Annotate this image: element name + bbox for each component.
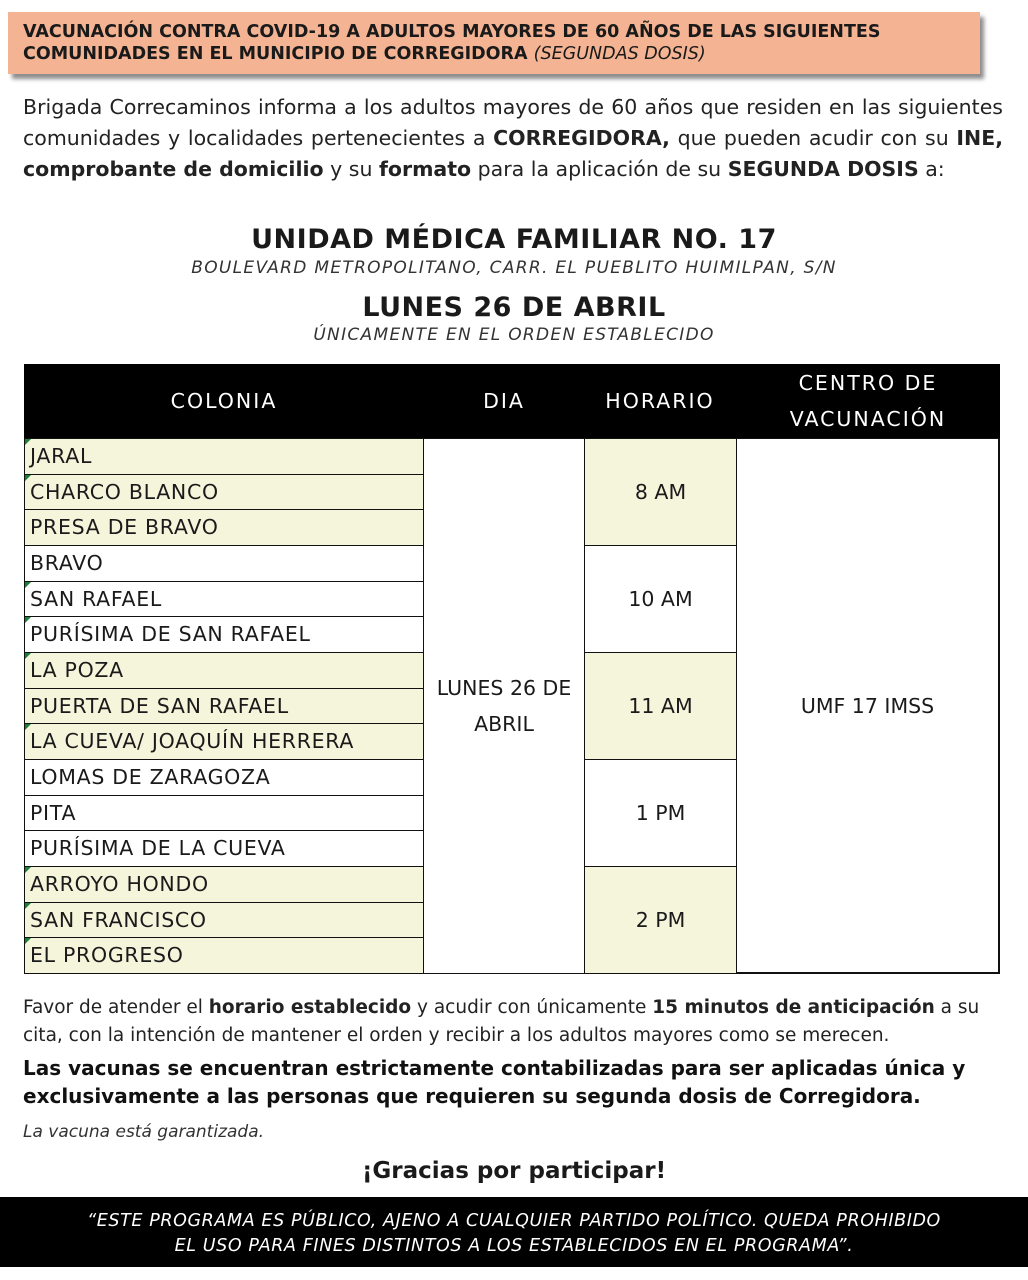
intro-text: para la aplicación de su [471, 157, 728, 181]
colonia-row [24, 509, 424, 546]
dia-text: LUNES 26 DE ABRIL [436, 676, 572, 737]
colonia-name: LA CUEVA/ JOAQUÍN HERRERA [30, 729, 355, 754]
colonia-row [24, 759, 424, 796]
table-header [24, 364, 1000, 438]
centro-cell [736, 438, 1000, 974]
colonia-row [24, 795, 424, 832]
colonia-name: LOMAS DE ZARAGOZA [30, 765, 271, 790]
note-text: y acudir con únicamente [411, 997, 653, 1018]
cell-marker-icon [25, 475, 31, 481]
intro-bold: SEGUNDA DOSIS [727, 157, 919, 181]
cell-marker-icon [25, 582, 31, 588]
horario-cell [584, 866, 737, 974]
dia-cell [423, 438, 585, 974]
header-horario: HORARIO [605, 389, 715, 413]
note-bold: horario establecido [208, 997, 412, 1018]
colonia-name: ARROYO HONDO [30, 872, 209, 897]
colonia-row [24, 616, 424, 653]
colonia-name: PRESA DE BRAVO [30, 515, 219, 540]
schedule-table [24, 438, 1000, 973]
intro-bold: INE, comprobante de domicilio [23, 126, 1003, 181]
colonia-row [24, 545, 424, 582]
banner-subtitle: (SEGUNDAS DOSIS) [533, 44, 706, 64]
cell-marker-icon [25, 724, 31, 730]
colonia-row [24, 652, 424, 689]
unit-heading: UNIDAD MÉDICA FAMILIAR NO. 17 [251, 224, 777, 255]
colonia-name: LA POZA [30, 658, 124, 683]
intro-bold: CORREGIDORA, [493, 126, 670, 150]
cell-marker-icon [25, 653, 31, 659]
intro-text: Brigada Correcaminos informa a los adultos mayores de 60 años que residen en las siguientes comunidades y localidades pertenecientes a [23, 95, 1003, 150]
note-bold: 15 minutos de anticipación [652, 997, 935, 1018]
colonia-row [24, 438, 424, 475]
cell-marker-icon [25, 439, 31, 445]
horario-cell [584, 545, 737, 653]
colonia-name: PITA [30, 800, 77, 825]
title-banner [8, 12, 980, 74]
note-text: Favor de atender el [23, 997, 209, 1018]
horario-text: 8 AM [634, 480, 687, 504]
intro-text: que pueden acudir con su [669, 126, 957, 150]
attendance-note [23, 994, 1008, 1050]
order-note: ÚNICAMENTE EN EL ORDEN ESTABLECIDO [313, 325, 715, 345]
header-centro: CENTRO DE VACUNACIÓN [789, 371, 947, 431]
note-text: a su cita, con la intención de mantener el orden y recibir a los adultos mayores como se merecen. [23, 997, 980, 1046]
disclaimer-text: “ESTE PROGRAMA ES PÚBLICO, AJENO A CUALQUIER PARTIDO POLÍTICO. QUEDA PROHIBIDO EL USO PARA FINES DISTINTOS A LOS ESTABLECIDOS EN EL PROGRAMA”. [87, 1211, 941, 1256]
horario-cell [584, 652, 737, 760]
cell-marker-icon [25, 867, 31, 873]
colonia-name: CHARCO BLANCO [30, 479, 219, 504]
horario-cell [584, 438, 737, 546]
colonia-row [24, 937, 424, 974]
intro-bold: formato [378, 157, 472, 181]
thanks-message: ¡Gracias por participar! [361, 1158, 667, 1184]
intro-text: y su [323, 157, 379, 181]
horario-text: 10 AM [628, 587, 693, 611]
colonia-name: SAN RAFAEL [30, 586, 163, 611]
colonia-row [24, 688, 424, 725]
colonia-name: JARAL [30, 444, 93, 468]
banner-title: VACUNACIÓN CONTRA COVID-19 A ADULTOS MAYORES DE 60 AÑOS DE LAS SIGUIENTES COMUNIDADES EN EL MUNICIPIO DE CORREGIDORA [23, 22, 881, 64]
colonia-row [24, 902, 424, 939]
cell-marker-icon [25, 617, 31, 623]
unit-address: BOULEVARD METROPOLITANO, CARR. EL PUEBLITO HUIMILPAN, S/N [191, 258, 837, 278]
colonia-name: BRAVO [30, 551, 104, 575]
disclaimer-bar [0, 1197, 1028, 1267]
header-colonia: COLONIA [170, 389, 278, 413]
horario-text: 1 PM [635, 801, 686, 826]
colonia-row [24, 866, 424, 903]
date-heading: LUNES 26 DE ABRIL [362, 292, 666, 323]
intro-text: a: [918, 157, 945, 181]
colonia-row [24, 581, 424, 618]
colonia-name: EL PROGRESO [30, 943, 184, 968]
colonia-row [24, 723, 424, 760]
vaccine-allocation-note: Las vacunas se encuentran estrictamente contabilizadas para ser aplicadas única y exclusivamente a las personas que requieren su segunda dosis de Corregidora. [23, 1056, 966, 1108]
header-dia: DIA [483, 389, 525, 413]
cell-marker-icon [25, 903, 31, 909]
colonia-name: SAN FRANCISCO [30, 907, 207, 932]
colonia-name: PURÍSIMA DE SAN RAFAEL [30, 622, 311, 647]
horario-cell [584, 759, 737, 867]
colonia-name: PURÍSIMA DE LA CUEVA [30, 836, 286, 861]
guarantee-note: La vacuna está garantizada. [23, 1122, 265, 1142]
colonia-name: PUERTA DE SAN RAFAEL [30, 693, 289, 718]
horario-text: 11 AM [628, 694, 693, 719]
colonia-row [24, 830, 424, 867]
centro-text: UMF 17 IMSS [800, 693, 935, 718]
intro-paragraph [23, 92, 1003, 185]
colonia-row [24, 474, 424, 511]
horario-text: 2 PM [635, 908, 686, 933]
cell-marker-icon [25, 938, 31, 944]
